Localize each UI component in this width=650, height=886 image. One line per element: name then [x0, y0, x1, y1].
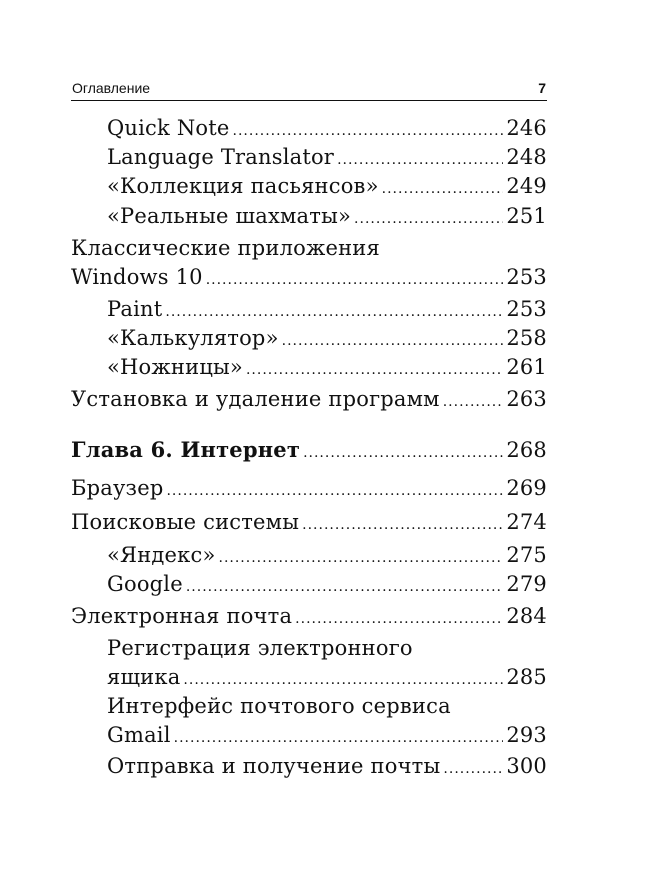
toc-entry-page: 249: [506, 174, 547, 198]
toc-entry-title: ящика: [107, 665, 181, 689]
toc-entry-page: 279: [506, 572, 547, 596]
toc-entry-page: 248: [506, 145, 547, 169]
dot-leader: [186, 570, 503, 601]
dot-leader: [303, 436, 503, 467]
toc-entry-page: 261: [506, 355, 547, 379]
dot-leader: [233, 114, 504, 145]
toc-entry-page: 251: [506, 204, 547, 228]
toc-entry[interactable]: [107, 663, 547, 691]
toc-entry-page: 253: [506, 297, 547, 321]
toc-entry-page: 300: [506, 754, 547, 778]
dot-leader: [206, 263, 504, 294]
toc-entry-page: 258: [506, 326, 547, 350]
toc-entry-title-line1[interactable]: Классические приложения: [71, 236, 380, 260]
toc-entry-title: Браузер: [71, 476, 164, 500]
toc-entry-title: Отправка и получение почты: [107, 754, 441, 778]
dot-leader: [302, 508, 503, 539]
toc-entry-page: 253: [506, 265, 547, 289]
dot-leader: [295, 602, 503, 633]
dot-leader: [219, 541, 504, 572]
toc-entry[interactable]: [107, 295, 547, 323]
dot-leader: [174, 721, 504, 752]
toc-chapter-entry[interactable]: [71, 436, 547, 464]
dot-leader: [246, 353, 503, 384]
toc-entry-title: Windows 10: [71, 265, 203, 289]
toc-entry[interactable]: [107, 353, 547, 381]
toc-entry[interactable]: [71, 385, 547, 413]
toc-entry-page: 275: [506, 543, 547, 567]
toc-entry-page: 285: [506, 665, 547, 689]
dot-leader: [183, 663, 503, 694]
toc-entry-title: «Коллекция пасьянсов»: [107, 174, 379, 198]
toc-entry[interactable]: [71, 508, 547, 536]
toc-entry[interactable]: [71, 602, 547, 630]
toc-entry-title: Google: [107, 572, 183, 596]
toc-entry-title: «Яндекс»: [107, 543, 216, 567]
toc-entry-title: Электронная почта: [71, 604, 293, 628]
toc-entry[interactable]: [107, 324, 547, 352]
toc-entry-title: Paint: [107, 297, 163, 321]
toc-chapter-title: Глава 6. Интернет: [71, 437, 301, 462]
toc-entry-page: 269: [506, 476, 547, 500]
toc-entry-page: 268: [506, 438, 547, 462]
running-header: [71, 80, 547, 101]
dot-leader: [354, 202, 503, 233]
toc-entry-title: Установка и удаление программ: [71, 387, 440, 411]
toc-entry-page: 274: [506, 510, 547, 534]
toc-entry[interactable]: [71, 263, 547, 291]
dot-leader: [443, 752, 503, 783]
toc-entry-title: Gmail: [107, 723, 171, 747]
toc-entry[interactable]: [107, 114, 547, 142]
dot-leader: [337, 143, 503, 174]
dot-leader: [165, 295, 503, 326]
toc-entry-page: 246: [506, 116, 547, 140]
toc-entry-title-line1[interactable]: Интерфейс почтового сервиса: [107, 694, 451, 718]
toc-entry[interactable]: [107, 143, 547, 171]
dot-leader: [382, 172, 504, 203]
toc-entry-title: Language Translator: [107, 145, 335, 169]
toc-entry-title: «Реальные шахматы»: [107, 204, 352, 228]
toc-entry[interactable]: [107, 172, 547, 200]
toc-entry-title: «Ножницы»: [107, 355, 243, 379]
toc-entry[interactable]: [107, 721, 547, 749]
toc-entry[interactable]: [71, 474, 547, 502]
toc-entry-title-line1[interactable]: Регистрация электронного: [107, 636, 413, 660]
toc-entry-page: 293: [506, 723, 547, 747]
toc-entry-page: 284: [506, 604, 547, 628]
toc-entry-title: Поисковые системы: [71, 510, 300, 534]
toc-entry[interactable]: [107, 570, 547, 598]
toc-entry-title: Quick Note: [107, 116, 230, 140]
toc-entry[interactable]: [107, 752, 547, 780]
toc-entry-page: 263: [506, 387, 547, 411]
toc-entry-title: «Калькулятор»: [107, 326, 279, 350]
page-number: 7: [538, 80, 546, 96]
dot-leader: [166, 474, 503, 505]
running-header-title: Оглавление: [72, 80, 151, 96]
toc-entry[interactable]: [107, 202, 547, 230]
dot-leader: [282, 324, 504, 355]
toc-entry[interactable]: [107, 541, 547, 569]
dot-leader: [443, 385, 504, 416]
